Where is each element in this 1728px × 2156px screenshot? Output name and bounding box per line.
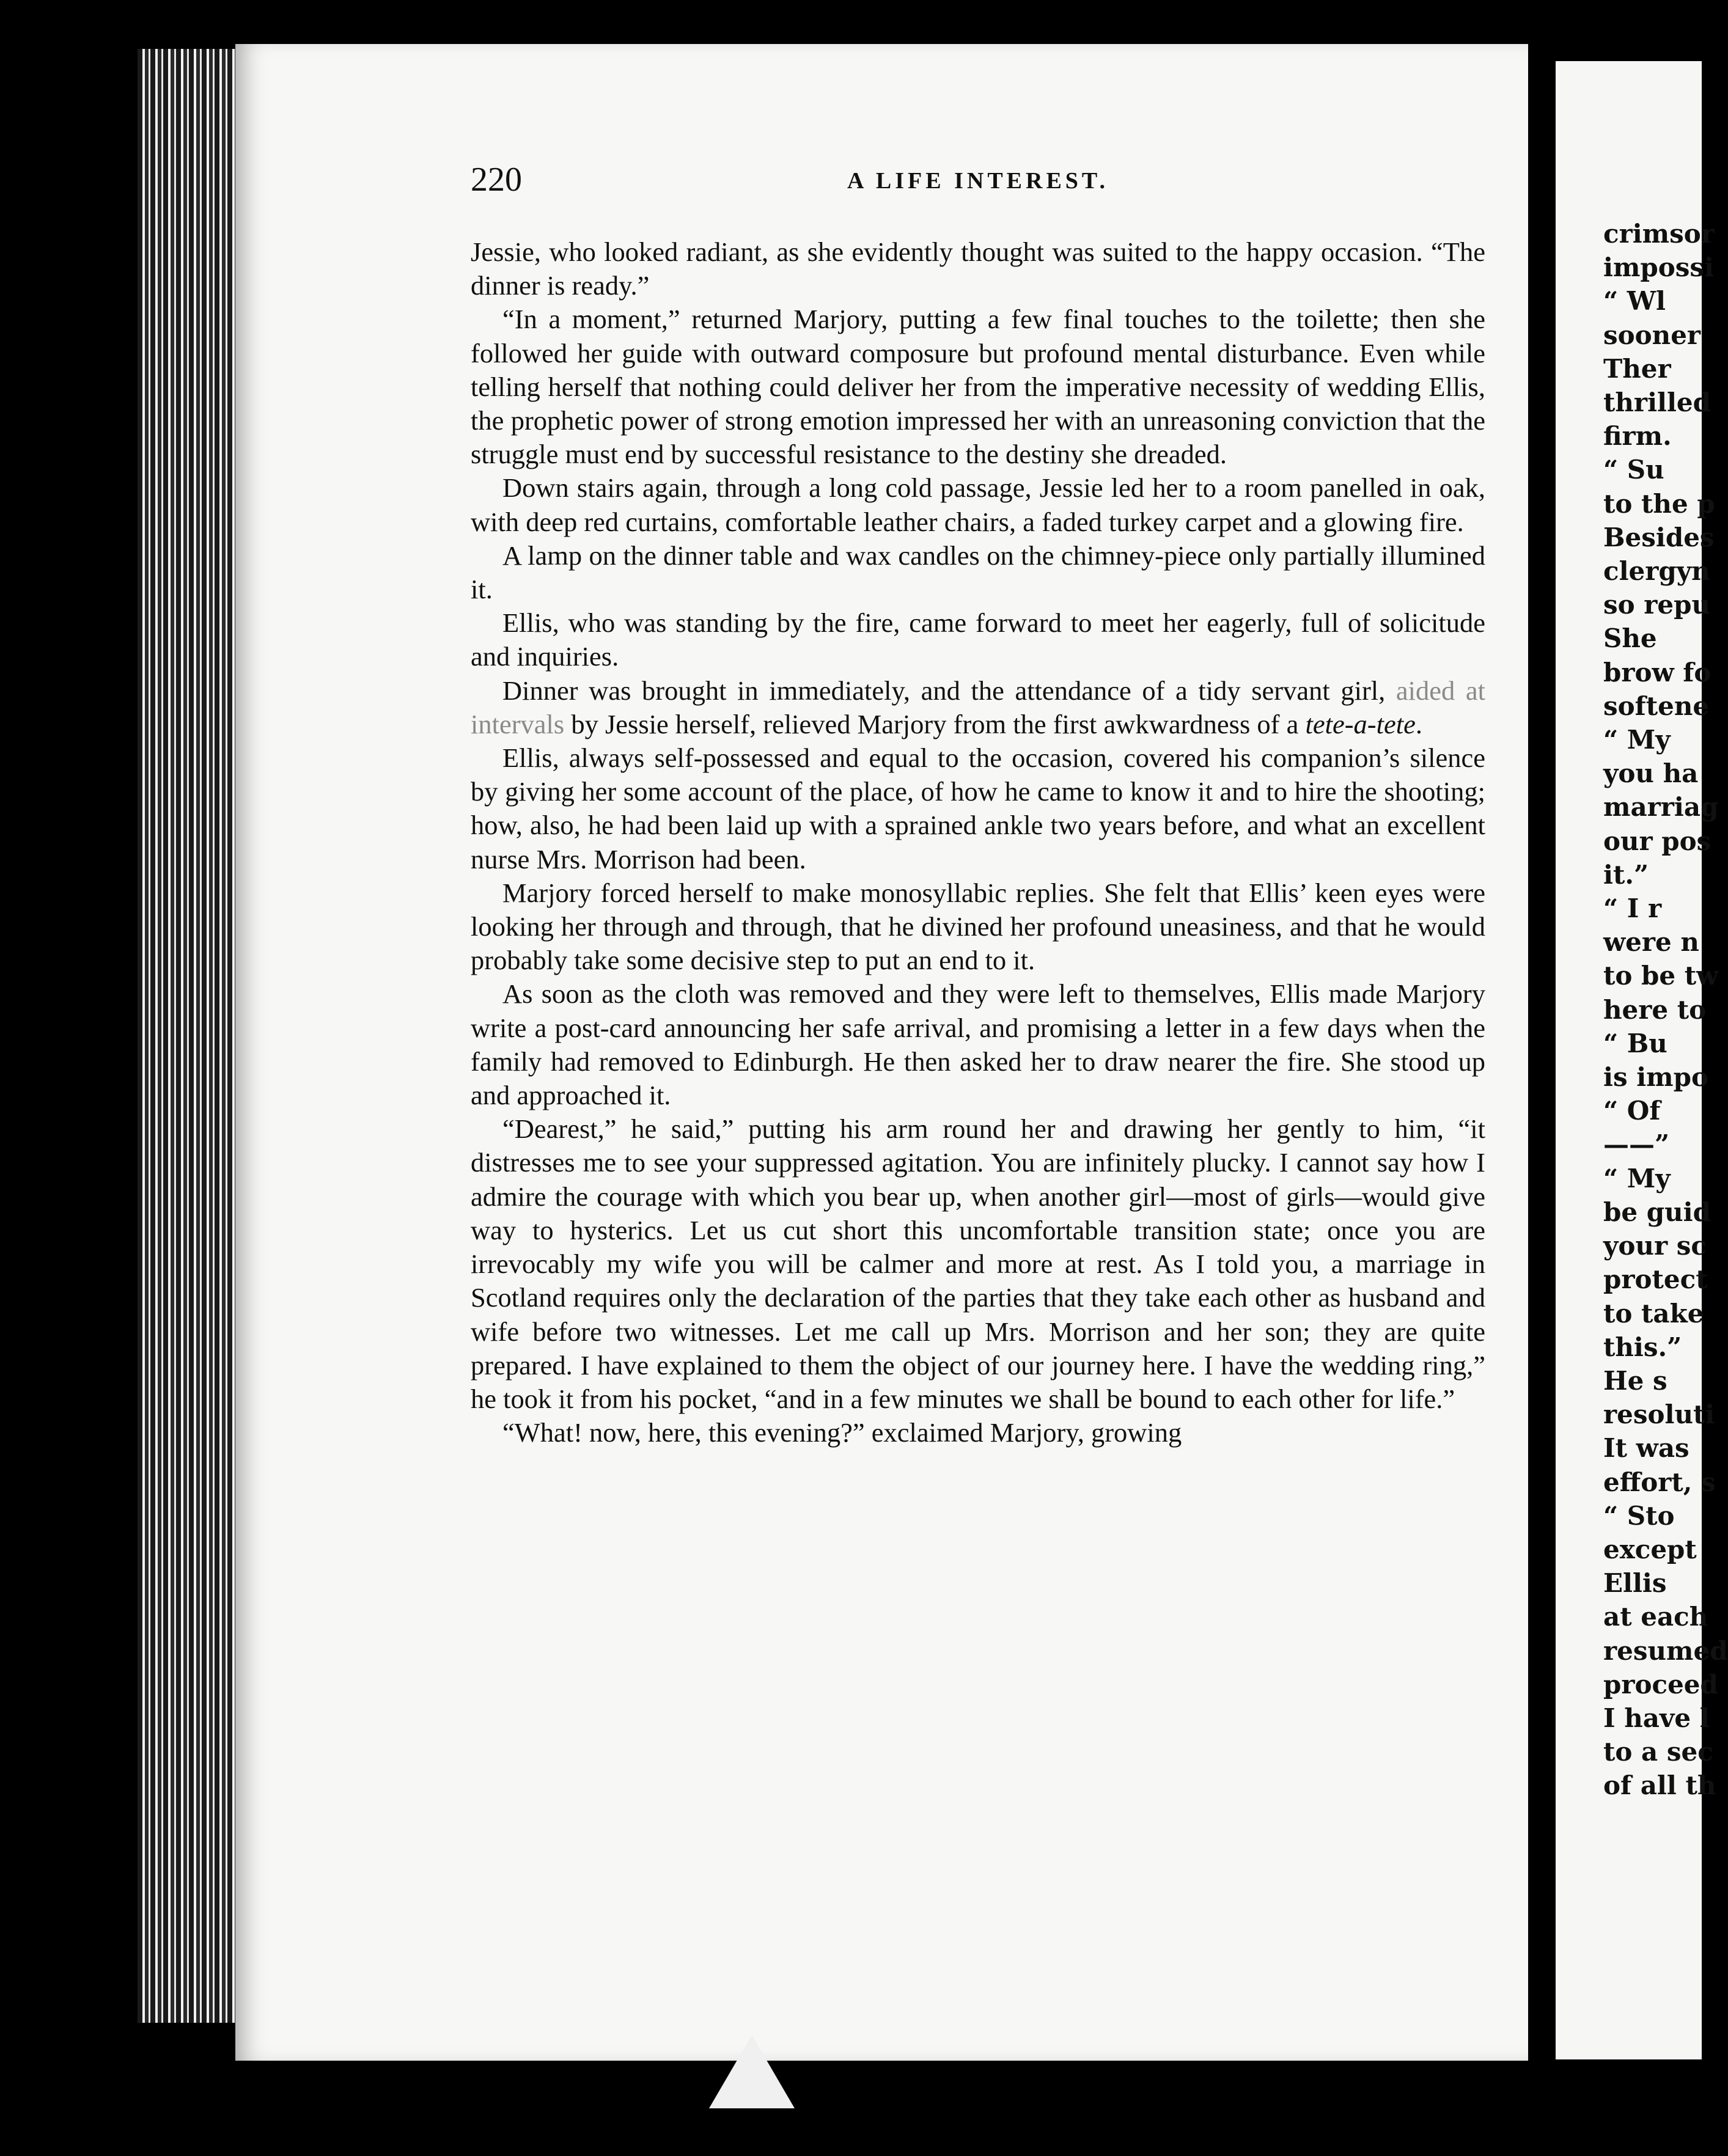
paragraph: Marjory forced herself to make monosyllabic replies. She felt that Ellis’ keen eyes were looking her through and through, that he divined her profound uneasiness, and that he would probably take some decisive step to put an end to it.: [471, 877, 1485, 976]
right-page-line: at each: [1603, 1602, 1708, 1632]
right-page-line: resumed: [1603, 1635, 1728, 1666]
right-page-line: softene: [1603, 691, 1710, 721]
right-page-line: were n: [1603, 927, 1699, 958]
paragraph: Ellis, always self-possessed and equal to the occasion, covered his companion’s silence by giving her some account of the place, of how he came to know it and to hire the shooting; how, also, he had been laid up with a sprained ankle two years before, and what an excellent nurse Mrs. Morrison had been.: [471, 743, 1485, 875]
text-run: Dinner was brought in immediately, and the attendance of a tidy servant girl,: [502, 675, 1396, 706]
header-title: A LIFE INTEREST.: [847, 168, 1109, 194]
right-page-line: I have l: [1603, 1703, 1710, 1733]
right-page-line: to a sec: [1603, 1737, 1713, 1767]
paragraph: A lamp on the dinner table and wax candles on the chimney-piece only partially illumined it.: [471, 540, 1485, 605]
right-page-line: you ha: [1603, 758, 1699, 789]
paragraph: [471, 674, 1485, 741]
right-page-line: “ Bu: [1603, 1028, 1667, 1058]
book-page-edges: [138, 49, 241, 2023]
right-page-line: be guid: [1603, 1197, 1711, 1227]
right-page-line: to be tw: [1603, 961, 1719, 991]
italic-text-run: tete-a-tete: [1305, 708, 1416, 739]
right-page-line: except: [1603, 1534, 1697, 1564]
right-page-line: brow fo: [1603, 657, 1711, 688]
right-page-line: resoluti: [1603, 1399, 1715, 1430]
body-text: [471, 235, 1485, 1450]
right-page-line: this.”: [1603, 1332, 1682, 1362]
right-page-line: “ Wl: [1603, 286, 1666, 317]
right-page-line: clergyn: [1603, 556, 1710, 587]
paragraph: As soon as the cloth was removed and they were left to themselves, Ellis made Marjory write a post-card announcing her safe arrival, and promising a letter in a few days when the family had removed to Edinburgh. He then asked her to draw nearer the fire. She stood up and approached it.: [471, 978, 1485, 1111]
paragraph: “In a moment,” returned Marjory, putting a few final touches to the toilette; then she followed her guide with outward composure but profound mental disturbance. Even while telling herself that nothing could deliver her from the imperative necessity of wedding Ellis, the prophetic power of strong emotion impressed her with an unreasoning conviction that the struggle must end by successful resistance to the destiny she dreaded.: [471, 304, 1485, 470]
right-page-line: “ Sto: [1603, 1500, 1675, 1531]
right-page-line: our pos: [1603, 826, 1711, 856]
right-page-line: “ Su: [1603, 455, 1664, 485]
text-run: .: [1415, 708, 1422, 739]
right-page-line: “ My: [1603, 1163, 1671, 1194]
page-number: 220: [471, 161, 522, 199]
right-page-line: impossi: [1603, 252, 1715, 283]
right-page-line: to the p: [1603, 488, 1715, 519]
right-page-line: sooner: [1603, 320, 1701, 350]
paragraph: “What! now, here, this evening?” exclaimed Marjory, growing: [502, 1417, 1182, 1448]
right-page-line: Ther: [1603, 353, 1671, 384]
right-page-line: She: [1603, 623, 1657, 654]
right-page-line: is impo: [1603, 1062, 1708, 1093]
right-page-lines: [1603, 217, 1728, 1803]
right-page-line: here to: [1603, 994, 1707, 1025]
page-notch: [709, 2035, 795, 2108]
right-page-line: thrilled: [1603, 387, 1711, 418]
right-page-line: effort, s: [1603, 1467, 1716, 1497]
right-page-line: marriag: [1603, 792, 1719, 823]
right-page-fragment: [1556, 61, 1728, 2059]
right-page-line: firm.: [1603, 421, 1672, 452]
running-head: [471, 160, 1485, 209]
right-page-line: protect: [1603, 1264, 1708, 1295]
paragraph: Jessie, who looked radiant, as she evidently thought was suited to the happy occasion. “The dinner is ready.”: [471, 237, 1485, 301]
right-page-line: “ My: [1603, 725, 1671, 755]
right-page-line: proceed: [1603, 1669, 1718, 1700]
right-page-line: “ I r: [1603, 893, 1662, 924]
paragraph: “Dearest,” he said,” putting his arm round her and drawing her gently to him, “it distresses me to see your suppressed agitation. You are infinitely plucky. I cannot say how I admire the courage with which you bear up, when another girl—most of girls—would give way to hysterics. Let us cut short this uncomfortable transition state; once you are irrevocably my wife you will be calmer and more at rest. As I told you, a marriage in Scotland requires only the declaration of the parties that they take each other as husband and wife before two witnesses. Let me call up Mrs. Morrison and her son; they are quite prepared. I have explained to them the object of our journey here. I have the wedding ring,” he took it from his pocket, “and in a few minutes we shall be bound to each other for life.”: [471, 1113, 1485, 1414]
right-page-line: of all th: [1603, 1770, 1716, 1801]
faint-text-run: aided at intervals: [471, 675, 1486, 739]
right-page-line: Besides: [1603, 522, 1715, 552]
right-page-line: crimsor: [1603, 219, 1715, 249]
right-page-line: so repu: [1603, 590, 1711, 620]
right-page-line: He s: [1603, 1365, 1667, 1396]
right-page-line: ——”: [1603, 1129, 1670, 1160]
text-run: by Jessie herself, relieved Marjory from the first awkwardness of a: [564, 708, 1306, 739]
right-page-line: your sc: [1603, 1231, 1707, 1261]
right-page-line: It was: [1603, 1433, 1689, 1464]
paragraph: Ellis, who was standing by the fire, came forward to meet her eagerly, full of solicitude and inquiries.: [471, 607, 1485, 672]
right-page-line: to take: [1603, 1298, 1704, 1329]
right-page-line: “ Of: [1603, 1096, 1661, 1126]
right-page-line: it.”: [1603, 859, 1649, 890]
paragraph: Down stairs again, through a long cold passage, Jessie led her to a room panelled in oak, with deep red curtains, comfortable leather chairs, a faded turkey carpet and a glowing fire.: [471, 472, 1485, 537]
right-page-line: Ellis: [1603, 1568, 1667, 1599]
